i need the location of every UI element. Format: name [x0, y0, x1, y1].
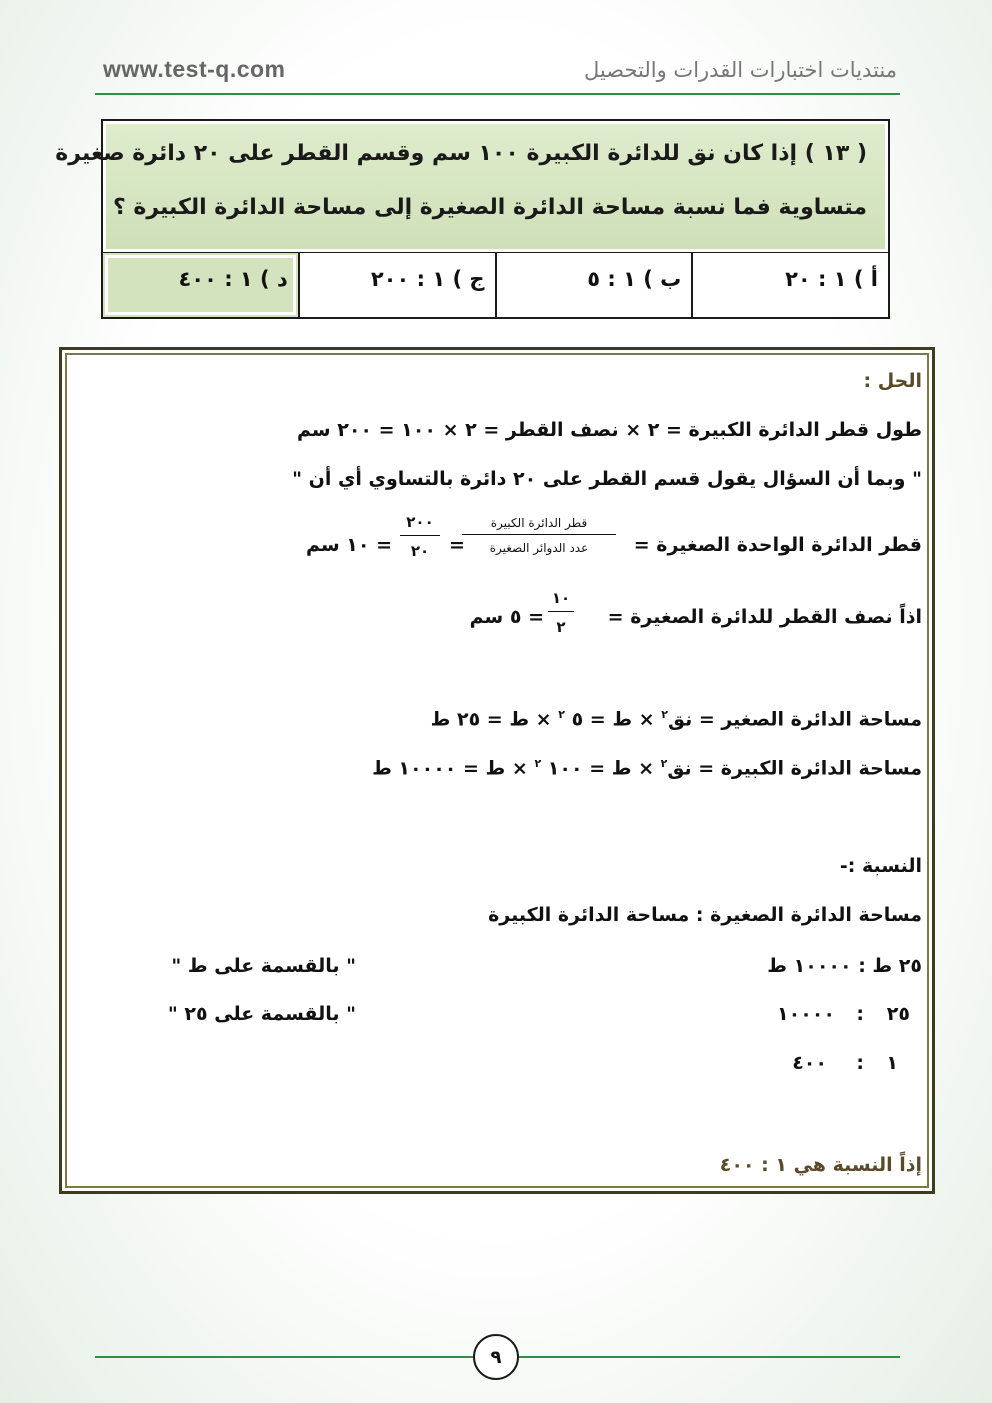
big-area-part-2: × ط = ١٠٠ [547, 757, 655, 780]
small-area-square-2: ٢ [558, 708, 565, 721]
radius-fraction-denominator: ٢ [556, 618, 566, 636]
ratio-step-1: ٢٥ ط : ١٠٠٠٠ ط [767, 955, 922, 977]
footer-divider-right [519, 1356, 900, 1358]
answer-options [103, 252, 888, 317]
diameter-fraction-denominator: عدد الدوائر الصغيرة [489, 541, 589, 555]
question-line-2: متساوية فما نسبة مساحة الدائرة الصغيرة إلى مساحة الدائرة الكبيرة ؟ [112, 195, 867, 220]
question-box [55, 119, 890, 319]
small-diameter-result: = ١٠ سم [306, 534, 392, 556]
option-b[interactable] [495, 253, 692, 317]
page-number: ٩ [473, 1334, 519, 1380]
big-area-part-1: مساحة الدائرة الكبيرة = نق [667, 757, 922, 780]
option-a[interactable] [691, 253, 888, 317]
footer-divider-left [95, 1356, 473, 1358]
option-c[interactable] [298, 253, 495, 317]
equals-sign: = [449, 534, 465, 556]
small-diameter-label: قطر الدائرة الواحدة الصغيرة = [633, 534, 922, 556]
small-radius-result: = ٥ سم [469, 606, 544, 628]
header-divider [95, 93, 900, 95]
small-area-part-2: × ط = ٥ [571, 708, 655, 731]
option-c-label: ج ) ١ : ٢٠٠ [370, 267, 485, 291]
value-fraction [400, 513, 440, 560]
small-area-line [431, 708, 922, 730]
question-line-1: ( ١٣ ) إذا كان نق للدائرة الكبيرة ١٠٠ سم وقسم القطر على ٢٠ دائرة صغيرة [55, 141, 867, 166]
solution-line-1: طول قطر الدائرة الكبيرة = ٢ × نصف القطر = ٢ × ١٠٠ = ٢٠٠ سم [297, 419, 922, 441]
small-radius-label: اذاً نصف القطر للدائرة الصغيرة = [607, 606, 922, 628]
big-area-square-1: ٢ [660, 757, 668, 770]
diameter-fraction-numerator: قطر الدائرة الكبيرة [462, 516, 616, 535]
big-area-part-3: × ط = ١٠٠٠٠ ط [372, 757, 528, 780]
ratio-step-2-colon: : [856, 1003, 864, 1025]
site-url: www.test-q.com [103, 56, 286, 82]
option-b-label: ب ) ١ : ٥ [587, 267, 682, 291]
ratio-step-2-note: " بالقسمة على ٢٥ " [167, 1003, 356, 1025]
big-area-square-2: ٢ [534, 757, 542, 770]
ratio-step-3-b: ٤٠٠ [792, 1052, 827, 1074]
option-a-label: أ ) ١ : ٢٠ [785, 267, 878, 291]
question-text [55, 121, 888, 252]
solution-title: الحل : [863, 370, 922, 392]
ratio-step-3-a: ١ [886, 1052, 898, 1074]
ratio-step-3-colon: : [856, 1052, 864, 1074]
small-area-part-1: مساحة الدائرة الصغير = نق [667, 708, 922, 731]
ratio-step-2-b: ١٠٠٠٠ [777, 1003, 835, 1025]
big-area-line [372, 757, 922, 779]
value-fraction-denominator: ٢٠ [410, 542, 430, 560]
forum-title: منتديات اختبارات القدرات والتحصيل [584, 58, 897, 82]
ratio-title: النسبة :- [839, 855, 922, 877]
ratio-step-2-a: ٢٥ [886, 1003, 910, 1025]
small-area-part-3: × ط = ٢٥ ط [430, 708, 552, 731]
ratio-step-1-note: " بالقسمة على ط " [171, 955, 356, 977]
final-conclusion: إذاً النسبة هي ١ : ٤٠٠ [719, 1154, 922, 1176]
radius-fraction [548, 589, 574, 636]
small-area-square-1: ٢ [661, 708, 668, 721]
solution-line-2: " وبما أن السؤال يقول قسم القطر على ٢٠ دائرة بالتساوي أي أن " [292, 468, 922, 490]
diameter-fraction [462, 516, 616, 555]
option-d-label: د ) ١ : ٤٠٠ [178, 267, 288, 291]
ratio-description: مساحة الدائرة الصغيرة : مساحة الدائرة الكبيرة [488, 904, 922, 926]
radius-fraction-numerator: ١٠ [548, 589, 574, 612]
option-d[interactable] [103, 253, 298, 317]
value-fraction-numerator: ٢٠٠ [400, 513, 440, 536]
